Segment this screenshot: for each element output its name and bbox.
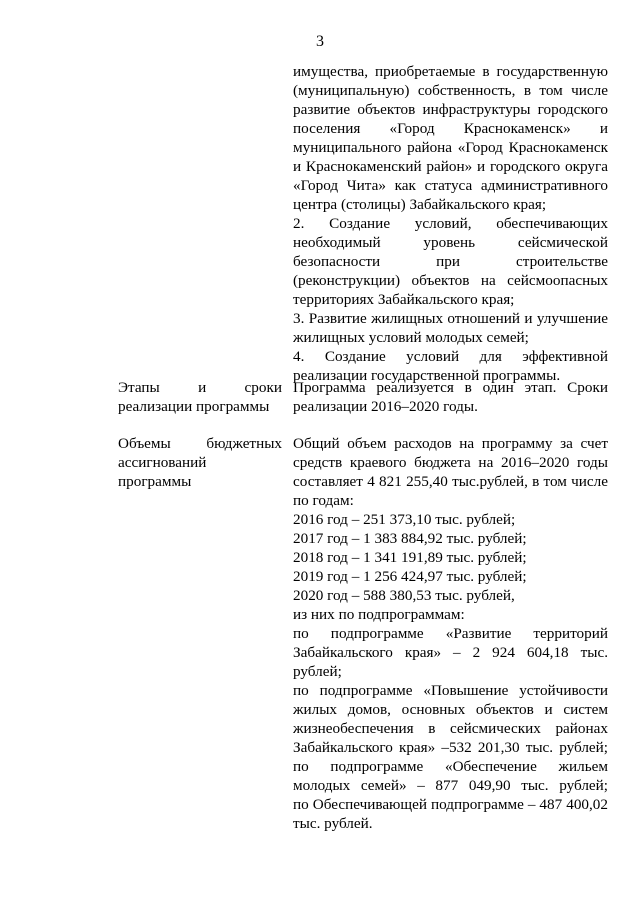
text-line: тыс. рублей. bbox=[293, 815, 373, 832]
text-line: «Город Чита» как статуса административного bbox=[293, 177, 608, 194]
budget-label bbox=[118, 434, 282, 491]
stages-label bbox=[118, 378, 282, 416]
text-line: молодых семей» – 877 049,90 тыс. рублей; bbox=[293, 777, 608, 794]
text-line: Общий объем расходов на программу за счет bbox=[293, 435, 608, 452]
text-line: из них по подпрограммам: bbox=[293, 606, 465, 623]
text-line: жилых домов, основных объектов и систем bbox=[293, 701, 608, 718]
text-line: и Краснокаменский район» и городского округа bbox=[293, 158, 608, 175]
text-line: по подпрограмме «Развитие территорий bbox=[293, 625, 608, 642]
text-line: 4. Создание условий для эффективной bbox=[293, 348, 608, 365]
text-line: 2. Создание условий, обеспечивающих bbox=[293, 215, 608, 232]
text-line: Забайкальского края» – 2 924 604,18 тыс. bbox=[293, 644, 608, 661]
text-line: средств краевого бюджета на 2016–2020 годы bbox=[293, 454, 608, 471]
text-line: по подпрограмме «Обеспечение жильем bbox=[293, 758, 608, 775]
text-line: территориях Забайкальского края; bbox=[293, 291, 515, 308]
text-line: 2017 год – 1 383 884,92 тыс. рублей; bbox=[293, 530, 527, 547]
text-line: программы bbox=[118, 473, 192, 490]
budget-content bbox=[293, 434, 608, 833]
text-line: жилищных условий молодых семей; bbox=[293, 329, 529, 346]
text-line: 2016 год – 251 373,10 тыс. рублей; bbox=[293, 511, 516, 528]
text-line: жизнеобеспечения в сейсмических районах bbox=[293, 720, 608, 737]
text-line: имущества, приобретаемые в государственную bbox=[293, 63, 608, 80]
text-line: 2019 год – 1 256 424,97 тыс. рублей; bbox=[293, 568, 527, 585]
text-line: реализации программы bbox=[118, 398, 270, 415]
text-line: Забайкальского края» –532 201,30 тыс. рублей; bbox=[293, 739, 608, 756]
text-line: (муниципальную) собственность, в том числе bbox=[293, 82, 608, 99]
text-line: 2018 год – 1 341 191,89 тыс. рублей; bbox=[293, 549, 527, 566]
text-line: по Обеспечивающей подпрограмме – 487 400,02 bbox=[293, 796, 608, 813]
page-number: 3 bbox=[316, 33, 324, 50]
goals-continued-content bbox=[293, 62, 608, 385]
text-line: необходимый уровень сейсмической bbox=[293, 234, 608, 251]
text-line: безопасности при строительстве bbox=[293, 253, 608, 270]
text-line: по годам: bbox=[293, 492, 354, 509]
text-line: реализации государственной программы. bbox=[293, 367, 561, 384]
text-line: составляет 4 821 255,40 тыс.рублей, в том числе bbox=[293, 473, 608, 490]
text-line: рублей; bbox=[293, 663, 342, 680]
text-line: Программа реализуется в один этап. Сроки bbox=[293, 379, 608, 396]
text-line: Этапы и сроки bbox=[118, 379, 282, 396]
text-line: реализации 2016–2020 годы. bbox=[293, 398, 478, 415]
text-line: Объемы бюджетных bbox=[118, 435, 282, 452]
text-line: развитие объектов инфраструктуры городского bbox=[293, 101, 608, 118]
text-line: по подпрограмме «Повышение устойчивости bbox=[293, 682, 608, 699]
text-line: муниципального района «Город Краснокаменск bbox=[293, 139, 608, 156]
text-line: центра (столицы) Забайкальского края; bbox=[293, 196, 547, 213]
text-line: поселения «Город Краснокаменск» и bbox=[293, 120, 608, 137]
text-line: 3. Развитие жилищных отношений и улучшение bbox=[293, 310, 608, 327]
text-line: ассигнований bbox=[118, 454, 207, 471]
text-line: (реконструкции) объектов на сейсмоопасных bbox=[293, 272, 608, 289]
stages-content bbox=[293, 378, 608, 416]
text-line: 2020 год – 588 380,53 тыс. рублей, bbox=[293, 587, 515, 604]
